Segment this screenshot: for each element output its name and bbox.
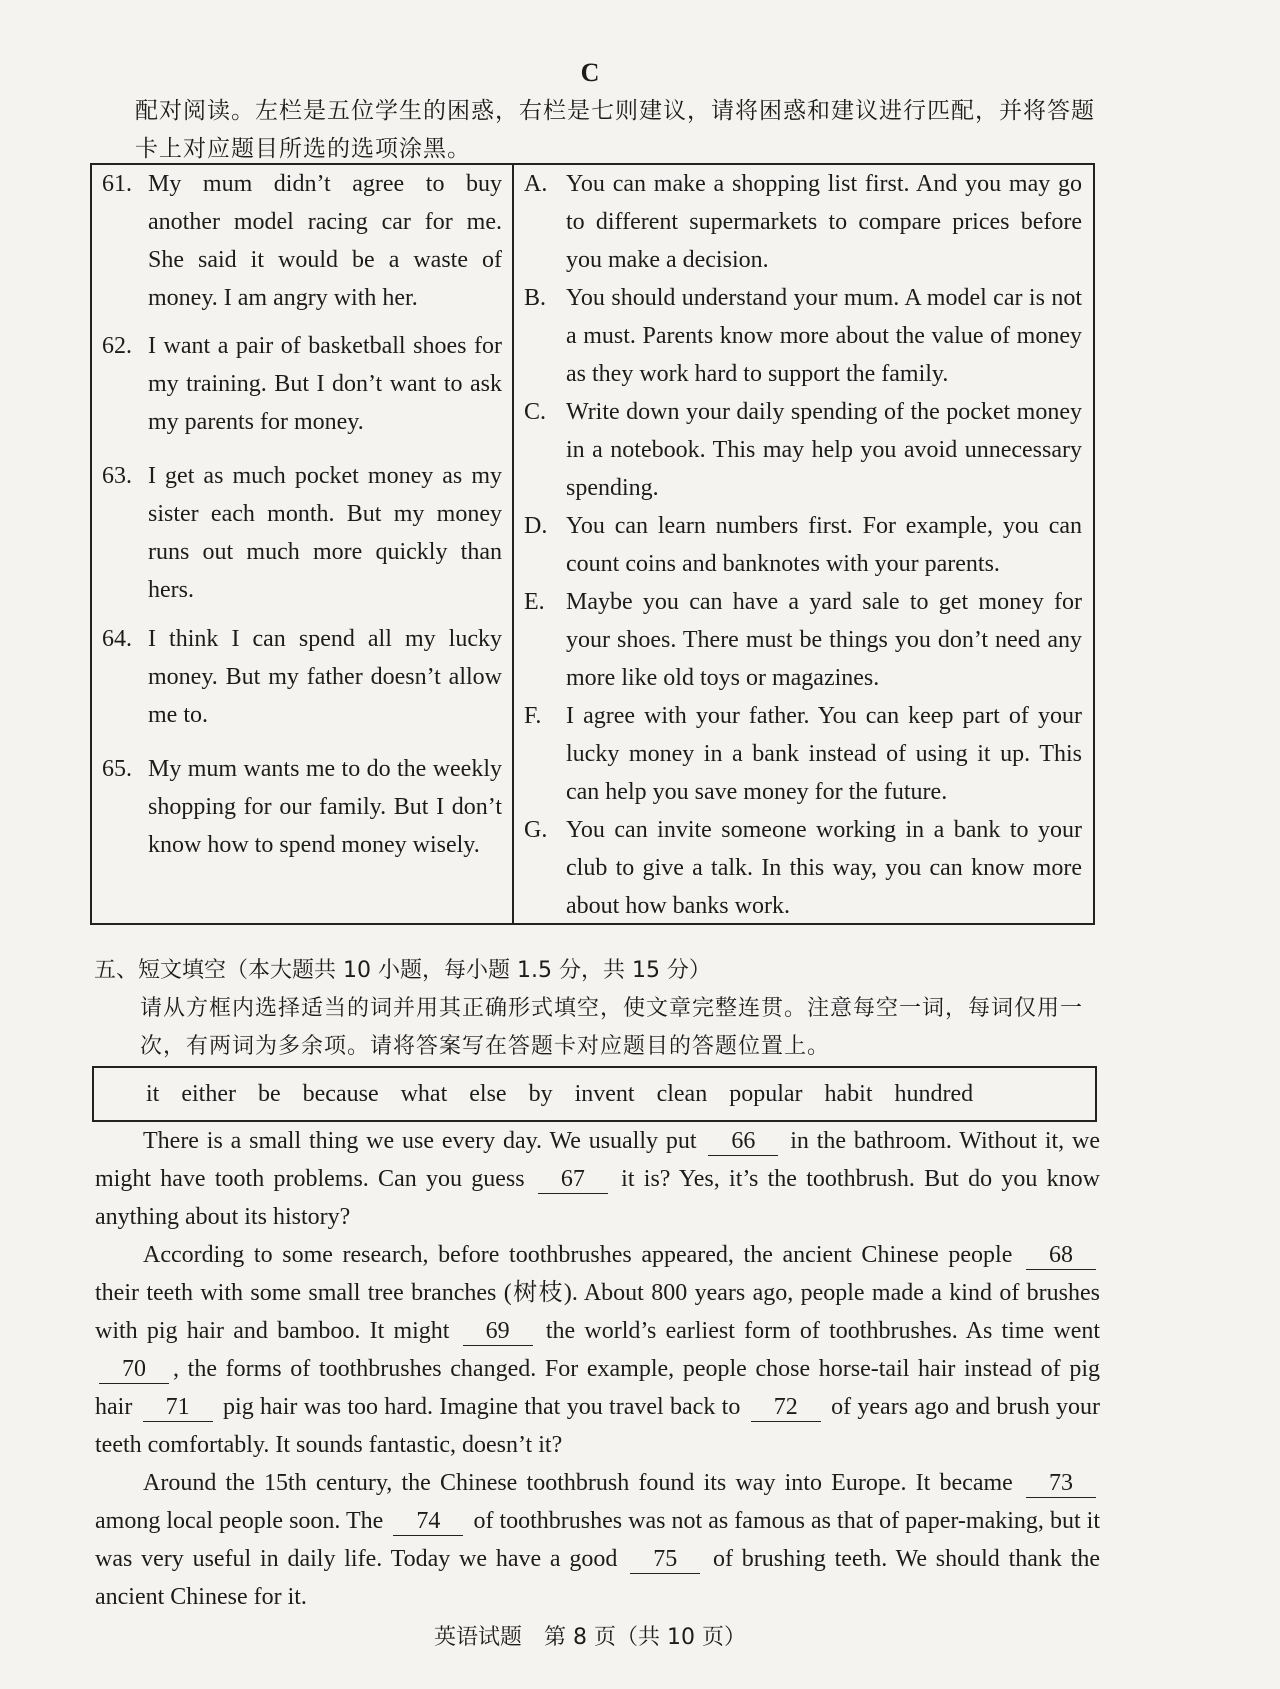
advice-text: You can invite someone working in a bank to your club to give a talk. In this way, you can know more about how banks work. [566, 817, 1082, 919]
blank-72: 72 [751, 1393, 821, 1422]
passage-text: of toothbrushes was not as famous as that of paper-making, but it was very useful in daily life. Today we have a good [95, 1508, 1101, 1572]
blank-70: 70 [99, 1355, 169, 1384]
problem-text: My mum didn’t agree to buy another model racing car for me. She said it would be a waste of money. I am angry with her. [148, 171, 502, 311]
word-bank-item: by [528, 1080, 553, 1107]
problem-number: 61. [102, 171, 132, 197]
advice-letter: B. [524, 285, 547, 311]
word-bank-item: habit [824, 1080, 873, 1107]
advice-letter: F. [524, 703, 542, 729]
problem-text: I think I can spend all my lucky money. But my father doesn’t allow me to. [148, 626, 502, 728]
problem-text: I want a pair of basketball shoes for my training. But I don’t want to ask my parents for money. [148, 333, 502, 435]
passage-paragraph-3 [95, 1464, 1100, 1616]
problem-number: 63. [102, 463, 132, 489]
advice-text: Write down your daily spending of the pocket money in a notebook. This may help you avoid unnecessary spending. [566, 399, 1082, 501]
page-footer: 英语试题 第 8 页（共 10 页） [434, 1625, 746, 1650]
passage-text: of years ago and brush your teeth comfortably. It sounds fantastic, doesn’t it? [95, 1394, 1101, 1458]
word-bank [92, 1066, 1097, 1122]
passage-paragraph-1 [95, 1122, 1100, 1236]
problem-65 [102, 750, 502, 864]
passage-text: their teeth with some small tree branches (树枝). About 800 years ago, people made a kind of brushes with pig hair and bamboo. It might [95, 1280, 1100, 1344]
problem-64 [102, 620, 502, 734]
advice-letter: E. [524, 589, 545, 615]
blank-71: 71 [143, 1393, 213, 1422]
word-bank-item: else [469, 1080, 507, 1107]
matching-table [90, 163, 1095, 925]
blank-66: 66 [708, 1127, 778, 1156]
word-bank-item: hundred [894, 1080, 974, 1107]
advice-g [524, 811, 1082, 925]
word-bank-item: be [257, 1080, 281, 1107]
advice-text: You can learn numbers first. For example, you can count coins and banknotes with your parents. [566, 513, 1082, 577]
blank-68: 68 [1026, 1241, 1096, 1270]
blank-74: 74 [393, 1507, 463, 1536]
passage-paragraph-2 [95, 1236, 1100, 1464]
section-c-heading: C [580, 58, 600, 87]
word-bank-item: popular [729, 1080, 803, 1107]
problem-62 [102, 327, 502, 441]
problem-text: I get as much pocket money as my sister each month. But my money runs out much more quickly than hers. [148, 463, 502, 603]
problem-61 [102, 165, 502, 317]
word-bank-item: what [400, 1080, 448, 1107]
blank-73: 73 [1026, 1469, 1096, 1498]
advice-letter: C. [524, 399, 547, 425]
passage-text: the world’s earliest form of toothbrushes. As time went [545, 1318, 1101, 1344]
advice-text: You should understand your mum. A model car is not a must. Parents know more about the value of money as they work hard to support the family. [566, 285, 1082, 387]
blank-69: 69 [463, 1317, 533, 1346]
problem-number: 64. [102, 626, 132, 652]
word-bank-item: invent [574, 1080, 635, 1107]
advice-d [524, 507, 1082, 583]
advice-text: I agree with your father. You can keep part of your lucky money in a bank instead of using it up. This can help you save money for the future. [566, 703, 1082, 805]
problem-63 [102, 457, 502, 609]
problem-number: 65. [102, 756, 132, 782]
passage-text: it is? Yes, it’s the toothbrush. But do you know anything about its history? [95, 1166, 1101, 1230]
word-bank-item: either [181, 1080, 236, 1107]
passage-text: According to some research, before toothbrushes appeared, the ancient Chinese people [143, 1242, 1013, 1268]
passage-text: There is a small thing we use every day. We usually put [143, 1128, 697, 1154]
passage-text: pig hair was too hard. Imagine that you travel back to [223, 1394, 741, 1420]
blank-67: 67 [538, 1165, 608, 1194]
advice-letter: A. [524, 171, 548, 197]
word-bank-item: it [146, 1080, 160, 1107]
table-divider [512, 165, 514, 923]
section-c-instructions: 配对阅读。左栏是五位学生的困惑，右栏是七则建议，请将困惑和建议进行匹配，并将答题卡上对应题目所选的选项涂黑。 [135, 98, 1095, 162]
word-bank-item: because [302, 1080, 379, 1107]
passage-text: in the bathroom. Without it, we might have tooth problems. Can you guess [95, 1128, 1100, 1192]
passage-text: among local people soon. The [95, 1508, 384, 1534]
passage-text: , the forms of toothbrushes changed. For example, people chose horse-tail hair instead of pig hair [95, 1356, 1100, 1420]
advice-b [524, 279, 1082, 393]
problem-number: 62. [102, 333, 132, 359]
passage-text: Around the 15th century, the Chinese toothbrush found its way into Europe. It became [143, 1470, 1013, 1496]
advice-e [524, 583, 1082, 697]
problem-text: My mum wants me to do the weekly shopping for our family. But I don’t know how to spend money wisely. [148, 756, 502, 858]
word-bank-item: clean [656, 1080, 708, 1107]
advice-c [524, 393, 1082, 507]
advice-f [524, 697, 1082, 811]
blank-75: 75 [630, 1545, 700, 1574]
section-5-title: 五、短文填空（本大题共 10 小题，每小题 1.5 分，共 15 分） [94, 958, 711, 983]
advice-text: Maybe you can have a yard sale to get money for your shoes. There must be things you don’t need any more like old toys or magazines. [566, 589, 1082, 691]
advice-letter: D. [524, 513, 548, 539]
cloze-passage [95, 1122, 1100, 1616]
advice-a [524, 165, 1082, 279]
section-5-instructions: 请从方框内选择适当的词并用其正确形式填空，使文章完整连贯。注意每空一词，每词仅用一次，有两词为多余项。请将答案写在答题卡对应题目的答题位置上。 [140, 996, 1084, 1059]
advice-text: You can make a shopping list first. And you may go to different supermarkets to compare prices before you make a decision. [566, 171, 1082, 273]
advice-letter: G. [524, 817, 548, 843]
passage-text: of brushing teeth. We should thank the ancient Chinese for it. [95, 1546, 1101, 1610]
